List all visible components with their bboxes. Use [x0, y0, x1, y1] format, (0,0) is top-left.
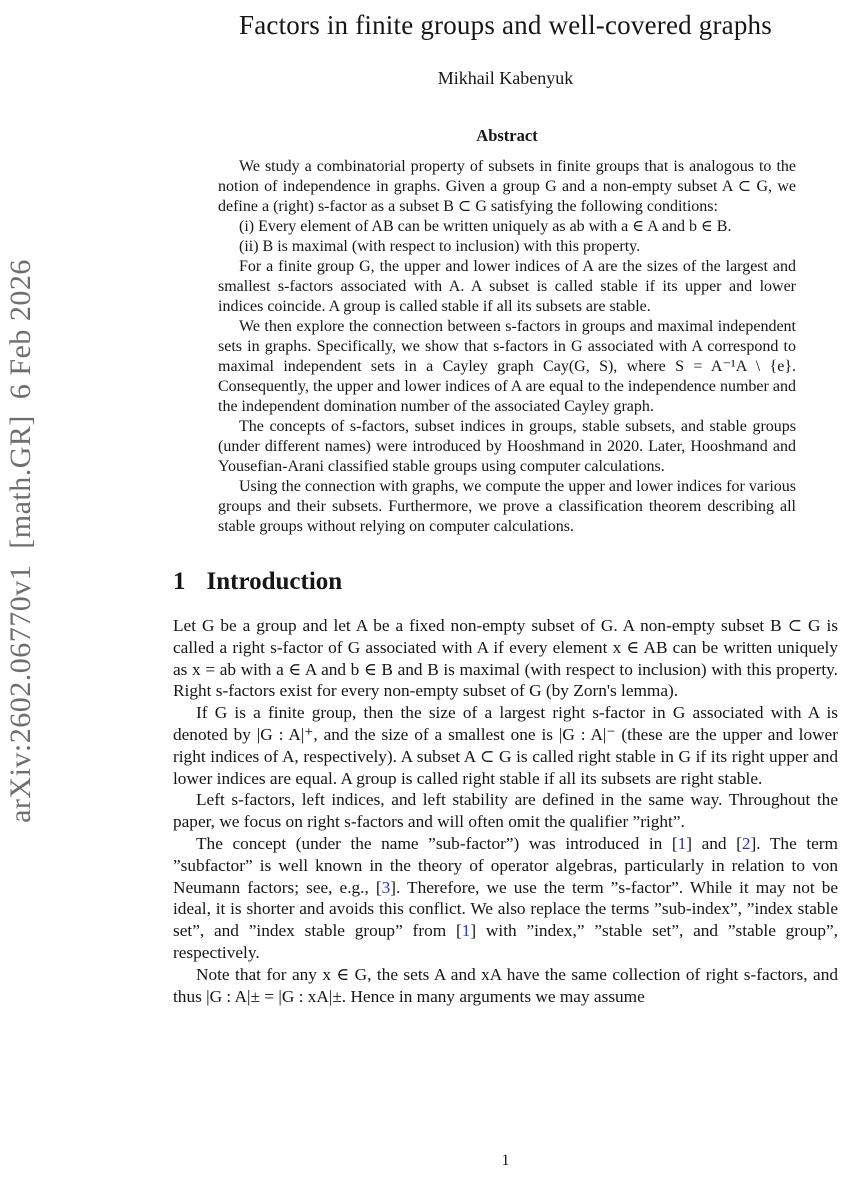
abstract-list-item-ii: (ii) B is maximal (with respect to inclusion) with this property. [239, 238, 641, 255]
abstract-section [218, 126, 796, 537]
section-heading [173, 568, 838, 596]
citation-link[interactable]: 2 [741, 833, 751, 853]
page-body [173, 0, 839, 1169]
abstract-paragraph: We study a combinatorial property of subsets in finite groups that is analogous to the notion of independence in graphs. Given a group G and a non-empty subset A ⊂ G, we define a (right) s-factor as a subset B ⊂ G satisfying the following conditions: [218, 158, 796, 215]
citation-link[interactable]: 1 [677, 833, 687, 853]
section-title: Introduction [206, 568, 343, 595]
body-paragraph: Left s-factors, left indices, and left stability are defined in the same way. Throughout the paper, we focus on right s-factors and will often omit the qualifier ”right”. [173, 790, 838, 832]
paper-author: Mikhail Kabenyuk [437, 68, 574, 88]
introduction-body [173, 615, 838, 1007]
citation-link[interactable]: 1 [461, 921, 471, 941]
body-paragraph: If G is a finite group, then the size of a largest right s-factor in G associated with A is denoted by |G : A|⁺, and the size of a smallest one is |G : A|⁻ (these are the upper and lower right indices of A, respectively). A subset A ⊂ G is called right stable in G if its right upper and lower indices are equal. A group is called right stable if all its subsets are right stable. [173, 703, 838, 788]
abstract-paragraph: The concepts of s-factors, subset indices in groups, stable subsets, and stable groups (under different names) were introduced by Hooshmand in 2020. Later, Hooshmand and Yousefian-Arani classified stable groups using computer calculations. [218, 418, 796, 475]
body-paragraph: Let G be a group and let A be a fixed non-empty subset of G. A non-empty subset B ⊂ G is called a right s-factor of G associated with A if every element x ∈ AB can be written uniquely as x = ab with a ∈ A and b ∈ B and B is maximal (with respect to inclusion) with this property. Right s-factors exist for every non-empty subset of G (by Zorn's lemma). [173, 616, 838, 701]
abstract-paragraph: We then explore the connection between s-factors in groups and maximal independent sets in graphs. Specifically, we show that s-factors in G associated with A correspond to maximal independent sets in a Cayley graph Cay(G, S), where S = A⁻¹A \ {e}. Consequently, the upper and lower indices of A are equal to the independence number and the independent domination number of the associated Cayley graph. [218, 318, 796, 415]
body-paragraph: The concept (under the name ”sub-factor”) was introduced in [1] and [2]. The term ”subfactor” is well known in the theory of operator algebras, particularly in relation to von Neumann factors; see, e.g., [3]. Therefore, we use the term ”s-factor”. While it may not be ideal, it is shorter and avoids this conflict. We also replace the terms ”sub-index”, ”index stable set”, and ”index stable group” from [1] with ”index,” ”stable set”, and ”stable group”, respectively. [173, 833, 839, 962]
citation-link[interactable]: 3 [381, 877, 391, 897]
paper-title: Factors in finite groups and well-covered graphs [239, 10, 772, 40]
abstract-paragraph: For a finite group G, the upper and lower indices of A are the sizes of the largest and smallest s-factors associated with A. A subset is called stable if its upper and lower indices coincide. A group is called stable if all its subsets are stable. [218, 258, 796, 315]
section-number: 1 [173, 568, 186, 595]
abstract-paragraph: Using the connection with graphs, we compute the upper and lower indices for various groups and their subsets. Furthermore, we prove a classification theorem describing all stable groups without relying on computer calculations. [218, 478, 796, 535]
arxiv-stamp: arXiv:2602.06770v1 [math.GR] 6 Feb 2026 [4, 259, 37, 823]
body-paragraph: Note that for any x ∈ G, the sets A and xA have the same collection of right s-factors, and thus |G : A|± = |G : xA|±. Hence in many arguments we may assume [173, 964, 838, 1006]
abstract-heading: Abstract [476, 126, 538, 145]
page-number: 1 [501, 1152, 510, 1169]
abstract-list-item-i: (i) Every element of AB can be written uniquely as ab with a ∈ A and b ∈ B. [239, 218, 732, 235]
